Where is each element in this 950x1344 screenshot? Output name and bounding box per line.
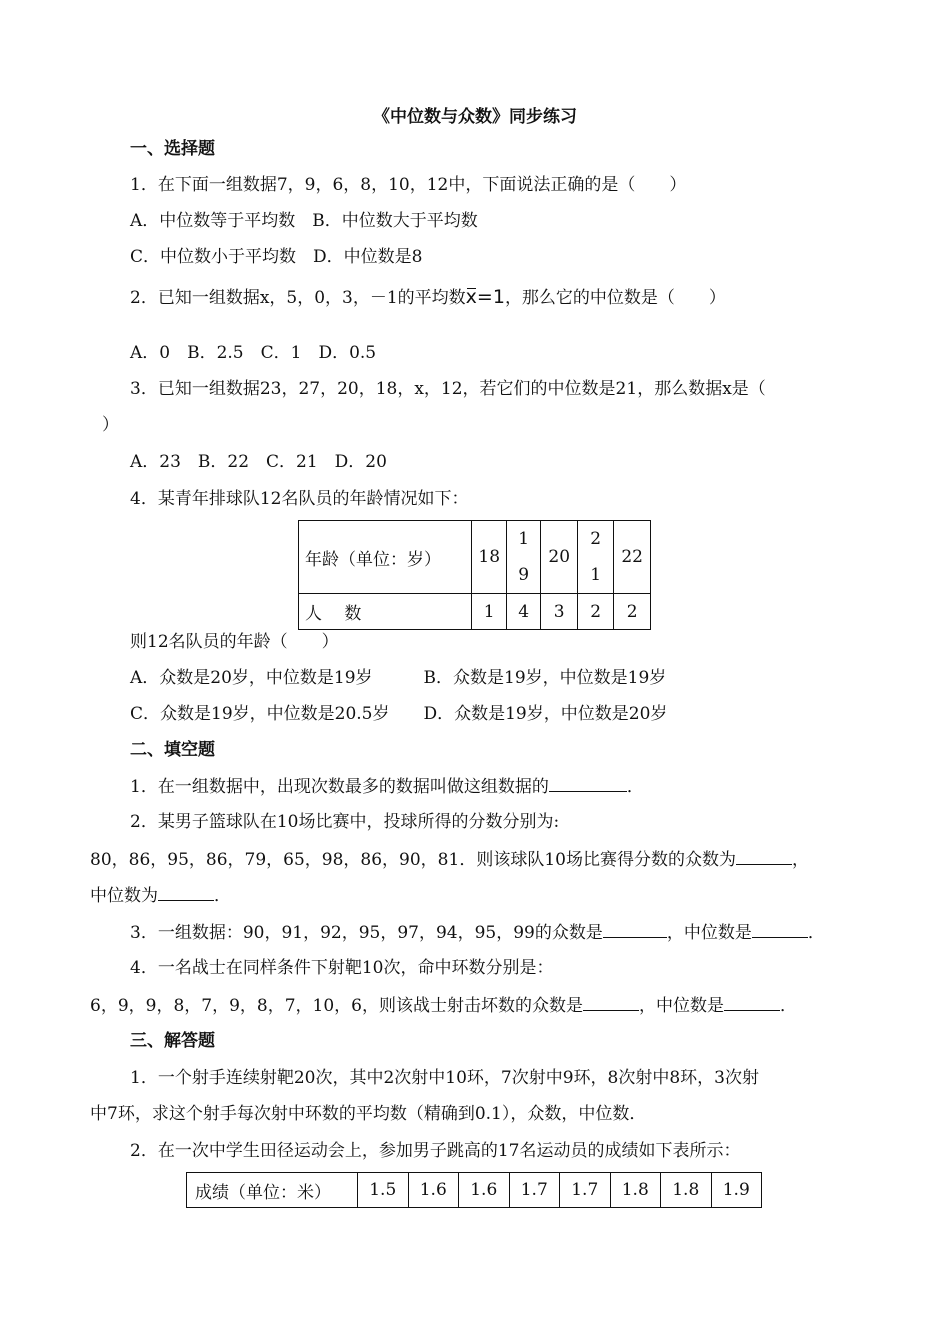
- answer-blank[interactable]: [549, 775, 627, 792]
- score-row-label: 成绩（单位：米）: [187, 1173, 358, 1208]
- score-cell: 1.9: [711, 1173, 762, 1208]
- q2-options: A．0 B．2.5 C．1 D．0.5: [130, 343, 377, 363]
- section-heading-choice: 一、选择题: [130, 139, 215, 159]
- count-row: [299, 594, 651, 630]
- q3-stem-cont: ）: [102, 415, 119, 435]
- score-table: [186, 1172, 762, 1208]
- solve-q1-line1: 1．一个射手连续射靶20次，其中2次射中10环，7次射中9环，8次射中8环，3次射: [130, 1068, 759, 1088]
- formula-xbar: x: [465, 286, 477, 308]
- q1-stem: 1．在下面一组数据7，9，6，8，10，12中，下面说法正确的是（ ）: [130, 175, 687, 195]
- fill-q4-mid: ，中位数是: [638, 996, 724, 1016]
- fill-q1-text: 1．在一组数据中，出现次数最多的数据叫做这组数据的: [130, 777, 549, 797]
- mean-formula: [466, 286, 505, 308]
- fill-q4-line1: 4．一名战士在同样条件下射靶10次，命中环数分别是：: [130, 958, 554, 978]
- fill-q4-line2: [90, 994, 797, 1017]
- fill-q3-mid: ，中位数是: [666, 923, 752, 943]
- age-row: [299, 521, 651, 594]
- formula-equals: =1: [476, 286, 505, 308]
- answer-blank[interactable]: [724, 994, 780, 1011]
- fill-q2-line3: [90, 884, 231, 907]
- score-cell: 1.5: [358, 1173, 409, 1208]
- count-22: 2: [614, 594, 651, 630]
- solve-q1-line2: 中7环，求这个射手每次射中环数的平均数（精确到0.1），众数，中位数．: [90, 1104, 647, 1124]
- age-19: [507, 521, 541, 594]
- count-18: 1: [472, 594, 507, 630]
- score-cell: 1.6: [408, 1173, 459, 1208]
- fill-q3-text: 3．一组数据：90，91，92，95，97，94，95，99的众数是: [130, 923, 603, 943]
- fill-q2-line3-end: ．: [214, 886, 231, 906]
- fill-q2-line1: 2．某男子篮球队在10场比赛中，投球所得的分数分别为:: [130, 812, 560, 832]
- q2-stem: [130, 286, 726, 309]
- q3-stem: 3．已知一组数据23，27，20，18，x，12，若它们的中位数是21，那么数据x是（: [130, 379, 766, 399]
- age-21-bottom: 1: [590, 565, 602, 585]
- fill-q3-end: ．: [807, 923, 825, 943]
- score-cell: 1.6: [459, 1173, 510, 1208]
- fill-q2-line2: [90, 848, 809, 871]
- fill-q4-line2-text: 6，9，9，8，7，9，8，7，10，6，则该战士射击坏数的众数是: [90, 996, 583, 1016]
- fill-q2-line3-text: 中位数为: [90, 886, 158, 906]
- age-22: 22: [614, 521, 651, 594]
- section-heading-answer: 三、解答题: [130, 1031, 215, 1051]
- fill-q1-end: ．: [626, 777, 644, 797]
- q4-options-ab: A．众数是20岁，中位数是19岁 B．众数是19岁，中位数是19岁: [130, 668, 667, 688]
- answer-blank[interactable]: [158, 884, 214, 901]
- q1-options-ab: A．中位数等于平均数 B．中位数大于平均数: [130, 211, 478, 231]
- answer-blank[interactable]: [752, 921, 808, 938]
- q3-options: A．23 B．22 C．21 D．20: [130, 452, 387, 472]
- fill-q4-end: ．: [779, 996, 797, 1016]
- q4-options-cd: C．众数是19岁，中位数是20.5岁 D．众数是19岁，中位数是20岁: [130, 704, 668, 724]
- score-cell: 1.7: [509, 1173, 560, 1208]
- age-21: [578, 521, 614, 594]
- q2-stem-pre: 2．已知一组数据x，5，0，3，－1的平均数: [130, 288, 466, 308]
- count-row-label: 人 数: [299, 594, 472, 630]
- fill-q1: [130, 775, 644, 798]
- answer-blank[interactable]: [736, 848, 792, 865]
- answer-blank[interactable]: [583, 994, 639, 1011]
- age-21-top: 2: [590, 529, 602, 549]
- age-row-label: 年龄（单位：岁）: [299, 521, 472, 594]
- age-20: 20: [541, 521, 578, 594]
- q1-options-cd: C．中位数小于平均数 D．中位数是8: [130, 247, 423, 267]
- count-19: 4: [507, 594, 541, 630]
- score-row: [187, 1173, 762, 1208]
- fill-q2-line2-end: ，: [791, 850, 809, 870]
- q2-stem-post: ，那么它的中位数是（ ）: [504, 288, 726, 308]
- fill-q3: [130, 921, 825, 944]
- score-cell: 1.7: [560, 1173, 611, 1208]
- solve-q2-stem: 2．在一次中学生田径运动会上，参加男子跳高的17名运动员的成绩如下表所示：: [130, 1141, 741, 1161]
- section-heading-fill: 二、填空题: [130, 740, 215, 760]
- age-18: 18: [472, 521, 507, 594]
- age-19-top: 1: [518, 529, 530, 549]
- count-20: 3: [541, 594, 578, 630]
- page-title: 《中位数与众数》同步练习: [373, 107, 577, 127]
- age-19-bottom: 9: [518, 565, 530, 585]
- count-21: 2: [578, 594, 614, 630]
- score-cell: 1.8: [661, 1173, 712, 1208]
- answer-blank[interactable]: [603, 921, 667, 938]
- q4-question: 则12名队员的年龄（ ）: [130, 632, 339, 652]
- fill-q2-line2-text: 80，86，95，86，79，65，98，86，90，81．则该球队10场比赛得分数的众数为: [90, 850, 736, 870]
- score-cell: 1.8: [610, 1173, 661, 1208]
- q4-stem: 4．某青年排球队12名队员的年龄情况如下：: [130, 489, 469, 509]
- age-table: [298, 520, 651, 630]
